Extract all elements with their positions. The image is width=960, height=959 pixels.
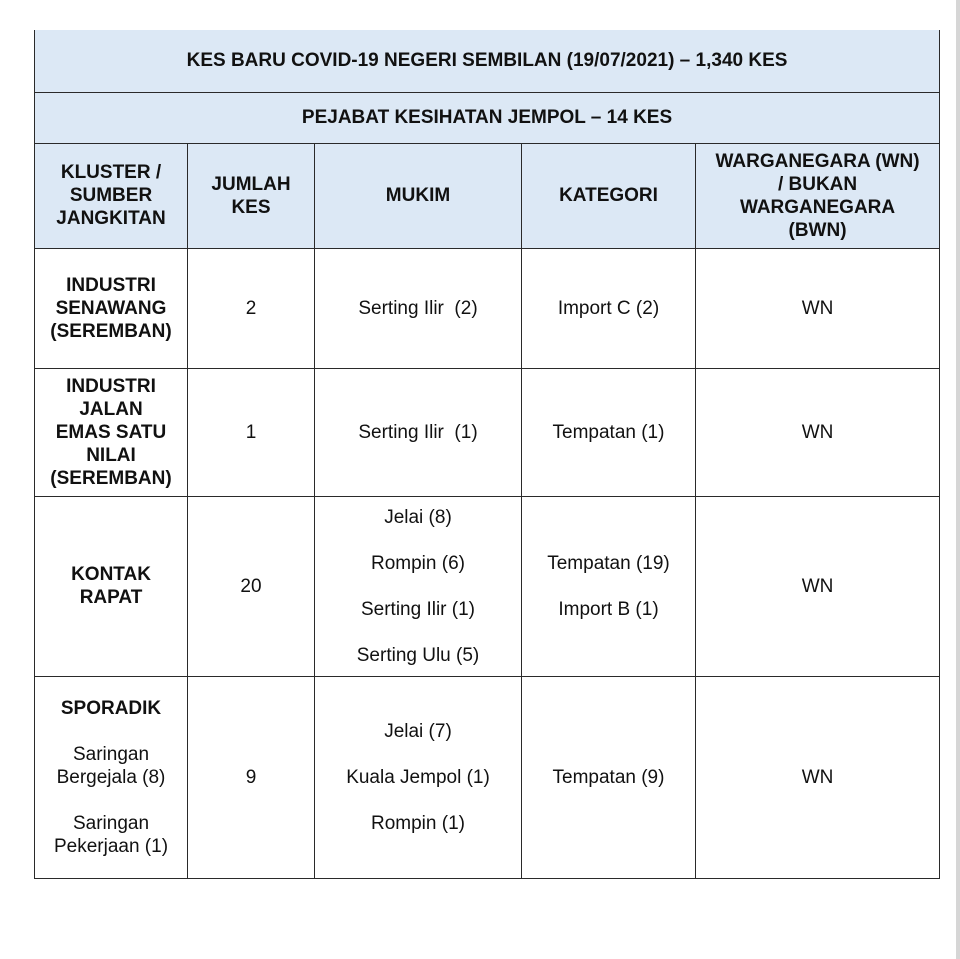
mukim-item: Rompin (1): [371, 812, 465, 834]
table-row: [35, 496, 940, 676]
wn-cell: WN: [696, 676, 940, 878]
mukim-cell: Serting Ilir (2): [315, 248, 522, 368]
kategori-item: Import B (1): [558, 598, 659, 620]
kategori-cell: Import C (2): [522, 248, 696, 368]
mukim-item: Jelai (8): [384, 506, 452, 528]
header-kategori: KATEGORI: [522, 143, 696, 248]
mukim-cell: Serting Ilir (1): [315, 368, 522, 496]
office-subtitle: PEJABAT KESIHATAN JEMPOL – 14 KES: [35, 92, 940, 143]
jumlah-cell: 2: [188, 248, 315, 368]
kluster-cell: KONTAK RAPAT: [35, 496, 188, 676]
mukim-item: Jelai (7): [384, 720, 452, 742]
wn-cell: WN: [696, 496, 940, 676]
header-warganegara: WARGANEGARA (WN) / BUKAN WARGANEGARA (BWN): [696, 143, 940, 248]
report-title: KES BARU COVID-19 NEGERI SEMBILAN (19/07/2021) – 1,340 KES: [35, 30, 940, 92]
mukim-cell: [315, 496, 522, 676]
mukim-item: Rompin (6): [371, 552, 465, 574]
kategori-cell: [522, 496, 696, 676]
jumlah-cell: 1: [188, 368, 315, 496]
header-jumlah: JUMLAH KES: [188, 143, 315, 248]
mukim-item: Kuala Jempol (1): [346, 766, 490, 788]
header-mukim: MUKIM: [315, 143, 522, 248]
kluster-cell: INDUSTRI JALAN EMAS SATU NILAI (SEREMBAN): [35, 368, 188, 496]
kluster-title: SPORADIK: [60, 697, 162, 719]
jumlah-cell: 20: [188, 496, 315, 676]
table-row: [35, 368, 940, 496]
table-row: [35, 676, 940, 878]
header-kluster: KLUSTER / SUMBER JANGKITAN: [35, 143, 188, 248]
kategori-cell: Tempatan (9): [522, 676, 696, 878]
wn-cell: WN: [696, 248, 940, 368]
mukim-item: Serting Ilir (1): [360, 598, 476, 620]
kategori-item: Tempatan (19): [547, 552, 670, 574]
kategori-cell: Tempatan (1): [522, 368, 696, 496]
cases-table: [34, 30, 940, 879]
jumlah-cell: 9: [188, 676, 315, 878]
page-edge: [956, 0, 960, 959]
kluster-cell: SPORADIK Saringan Bergejala (8) Saringan Pekerjaan (1): [35, 676, 188, 878]
mukim-cell: [315, 676, 522, 878]
wn-cell: WN: [696, 368, 940, 496]
kluster-cell: INDUSTRI SENAWANG (SEREMBAN): [35, 248, 188, 368]
table-row: [35, 248, 940, 368]
mukim-item: Serting Ulu (5): [356, 644, 480, 666]
header-row: [35, 143, 940, 248]
